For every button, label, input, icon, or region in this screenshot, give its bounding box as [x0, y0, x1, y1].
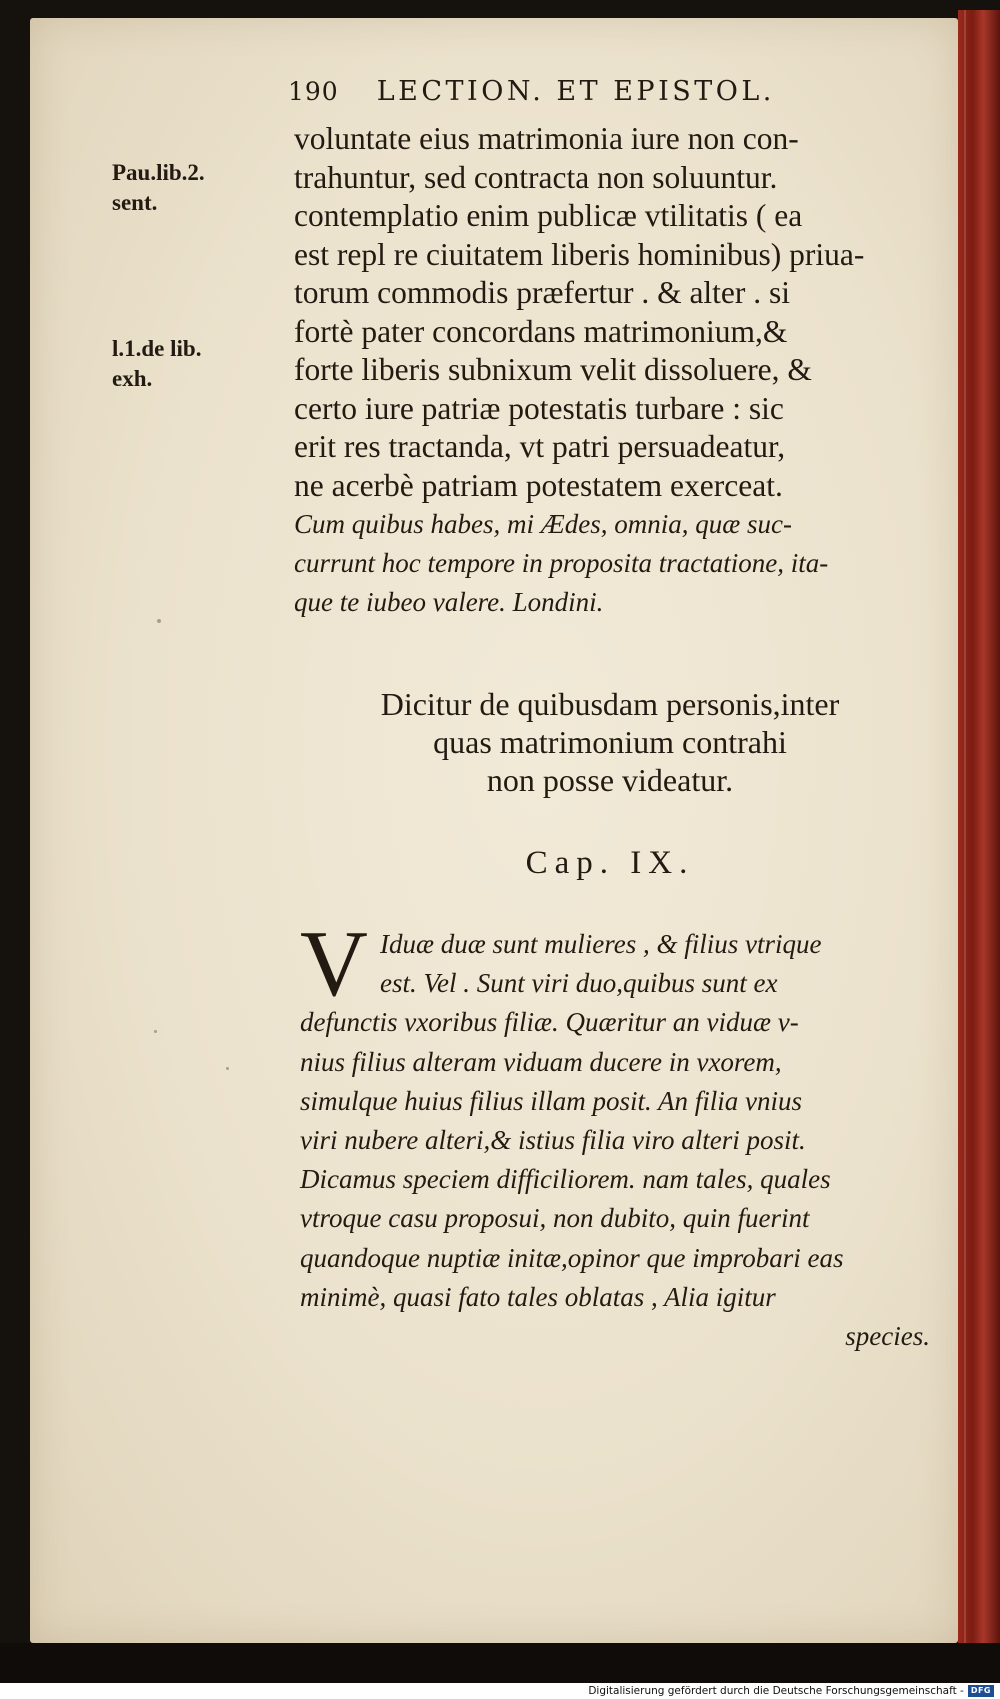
text-line: certo iure patriæ potestatis turbare : sic — [294, 390, 784, 426]
margin-note-2 — [112, 334, 232, 394]
text-line: contemplatio enim publicæ vtilitatis ( ea — [294, 198, 803, 233]
dfg-logo: DFG — [968, 1685, 994, 1697]
paper-speck — [154, 1030, 157, 1033]
running-header — [288, 76, 775, 107]
paper-speck — [226, 1067, 229, 1070]
chapter-text-line: quandoque nuptiæ initæ,opinor que improbari eas — [300, 1242, 844, 1273]
margin-note-line: exh. — [112, 366, 153, 391]
caption-line: non posse videatur. — [486, 762, 734, 798]
chapter-text-line: nius filius alteram viduam ducere in vxorem, — [300, 1046, 782, 1077]
chapter-text-line: viri nubere alteri,& istius filia viro alteri posit. — [300, 1125, 806, 1156]
chapter-text-line: minimè, quasi fato tales oblatas , Alia igitur — [300, 1281, 776, 1312]
chapter-text-line: est. Vel . Sunt viri duo,quibus sunt ex — [380, 968, 778, 999]
section-caption — [300, 685, 920, 799]
text-line: fortè pater concordans matrimonium,& — [294, 313, 788, 349]
drop-cap-initial: V — [300, 912, 368, 1016]
margin-note-line: sent. — [112, 190, 158, 215]
chapter-text-line: Dicamus speciem difficiliorem. nam tales, quales — [300, 1164, 831, 1195]
paper-speck — [157, 619, 161, 623]
chapter-text-line-catchword: species. — [845, 1321, 930, 1352]
chapter-heading: Cap. IX. — [525, 845, 695, 881]
chapter-text-line: simulque huius filius illam posit. An filia vnius — [300, 1085, 803, 1116]
chapter-text-line: vtroque casu proposui, non dubito, quin fuerint — [300, 1203, 810, 1234]
book-fore-edge — [958, 10, 1000, 1650]
text-line-italic: que te iubeo valere. Londini. — [294, 587, 604, 617]
page-number: 190 — [288, 77, 339, 106]
main-text-block — [294, 120, 924, 622]
margin-note-1 — [112, 158, 232, 218]
margin-note-line: l.1.de lib. — [112, 336, 202, 361]
text-line: est repl re ciuitatem liberis hominibus) priua- — [294, 236, 865, 272]
caption-line: quas matrimonium contrahi — [433, 724, 787, 760]
running-head-title: LECTION. ET EPISTOL. — [376, 76, 775, 107]
margin-note-line: Pau.lib.2. — [112, 160, 205, 185]
text-line: erit res tractanda, vt patri persuadeatur, — [294, 429, 786, 464]
chapter-text-block — [300, 912, 960, 1356]
footer-credit: Digitalisierung gefördert durch die Deutsche Forschungsgemeinschaft - — [588, 1685, 964, 1697]
text-line-italic: currunt hoc tempore in proposita tractatione, ita- — [294, 548, 829, 578]
chapter-text-line: defunctis vxoribus filiæ. Quæritur an viduæ v- — [300, 1007, 799, 1038]
text-line-italic: Cum quibus habes, mi Ædes, omnia, quæ suc- — [294, 509, 792, 539]
caption-line: Dicitur de quibusdam personis,inter — [380, 686, 840, 722]
chapter-text-line: Iduæ duæ sunt mulieres , & filius vtrique — [380, 929, 822, 959]
scan-bottom-edge — [0, 1643, 1000, 1683]
text-line: voluntate eius matrimonia iure non con- — [294, 121, 799, 156]
text-line: ne acerbè patriam potestatem exerceat. — [294, 467, 783, 503]
text-line: forte liberis subnixum velit dissoluere, & — [294, 352, 812, 387]
digitization-footer — [0, 1683, 1000, 1699]
text-line: torum commodis præfertur . & alter . si — [294, 275, 791, 310]
text-line: trahuntur, sed contracta non soluuntur. — [294, 159, 778, 195]
